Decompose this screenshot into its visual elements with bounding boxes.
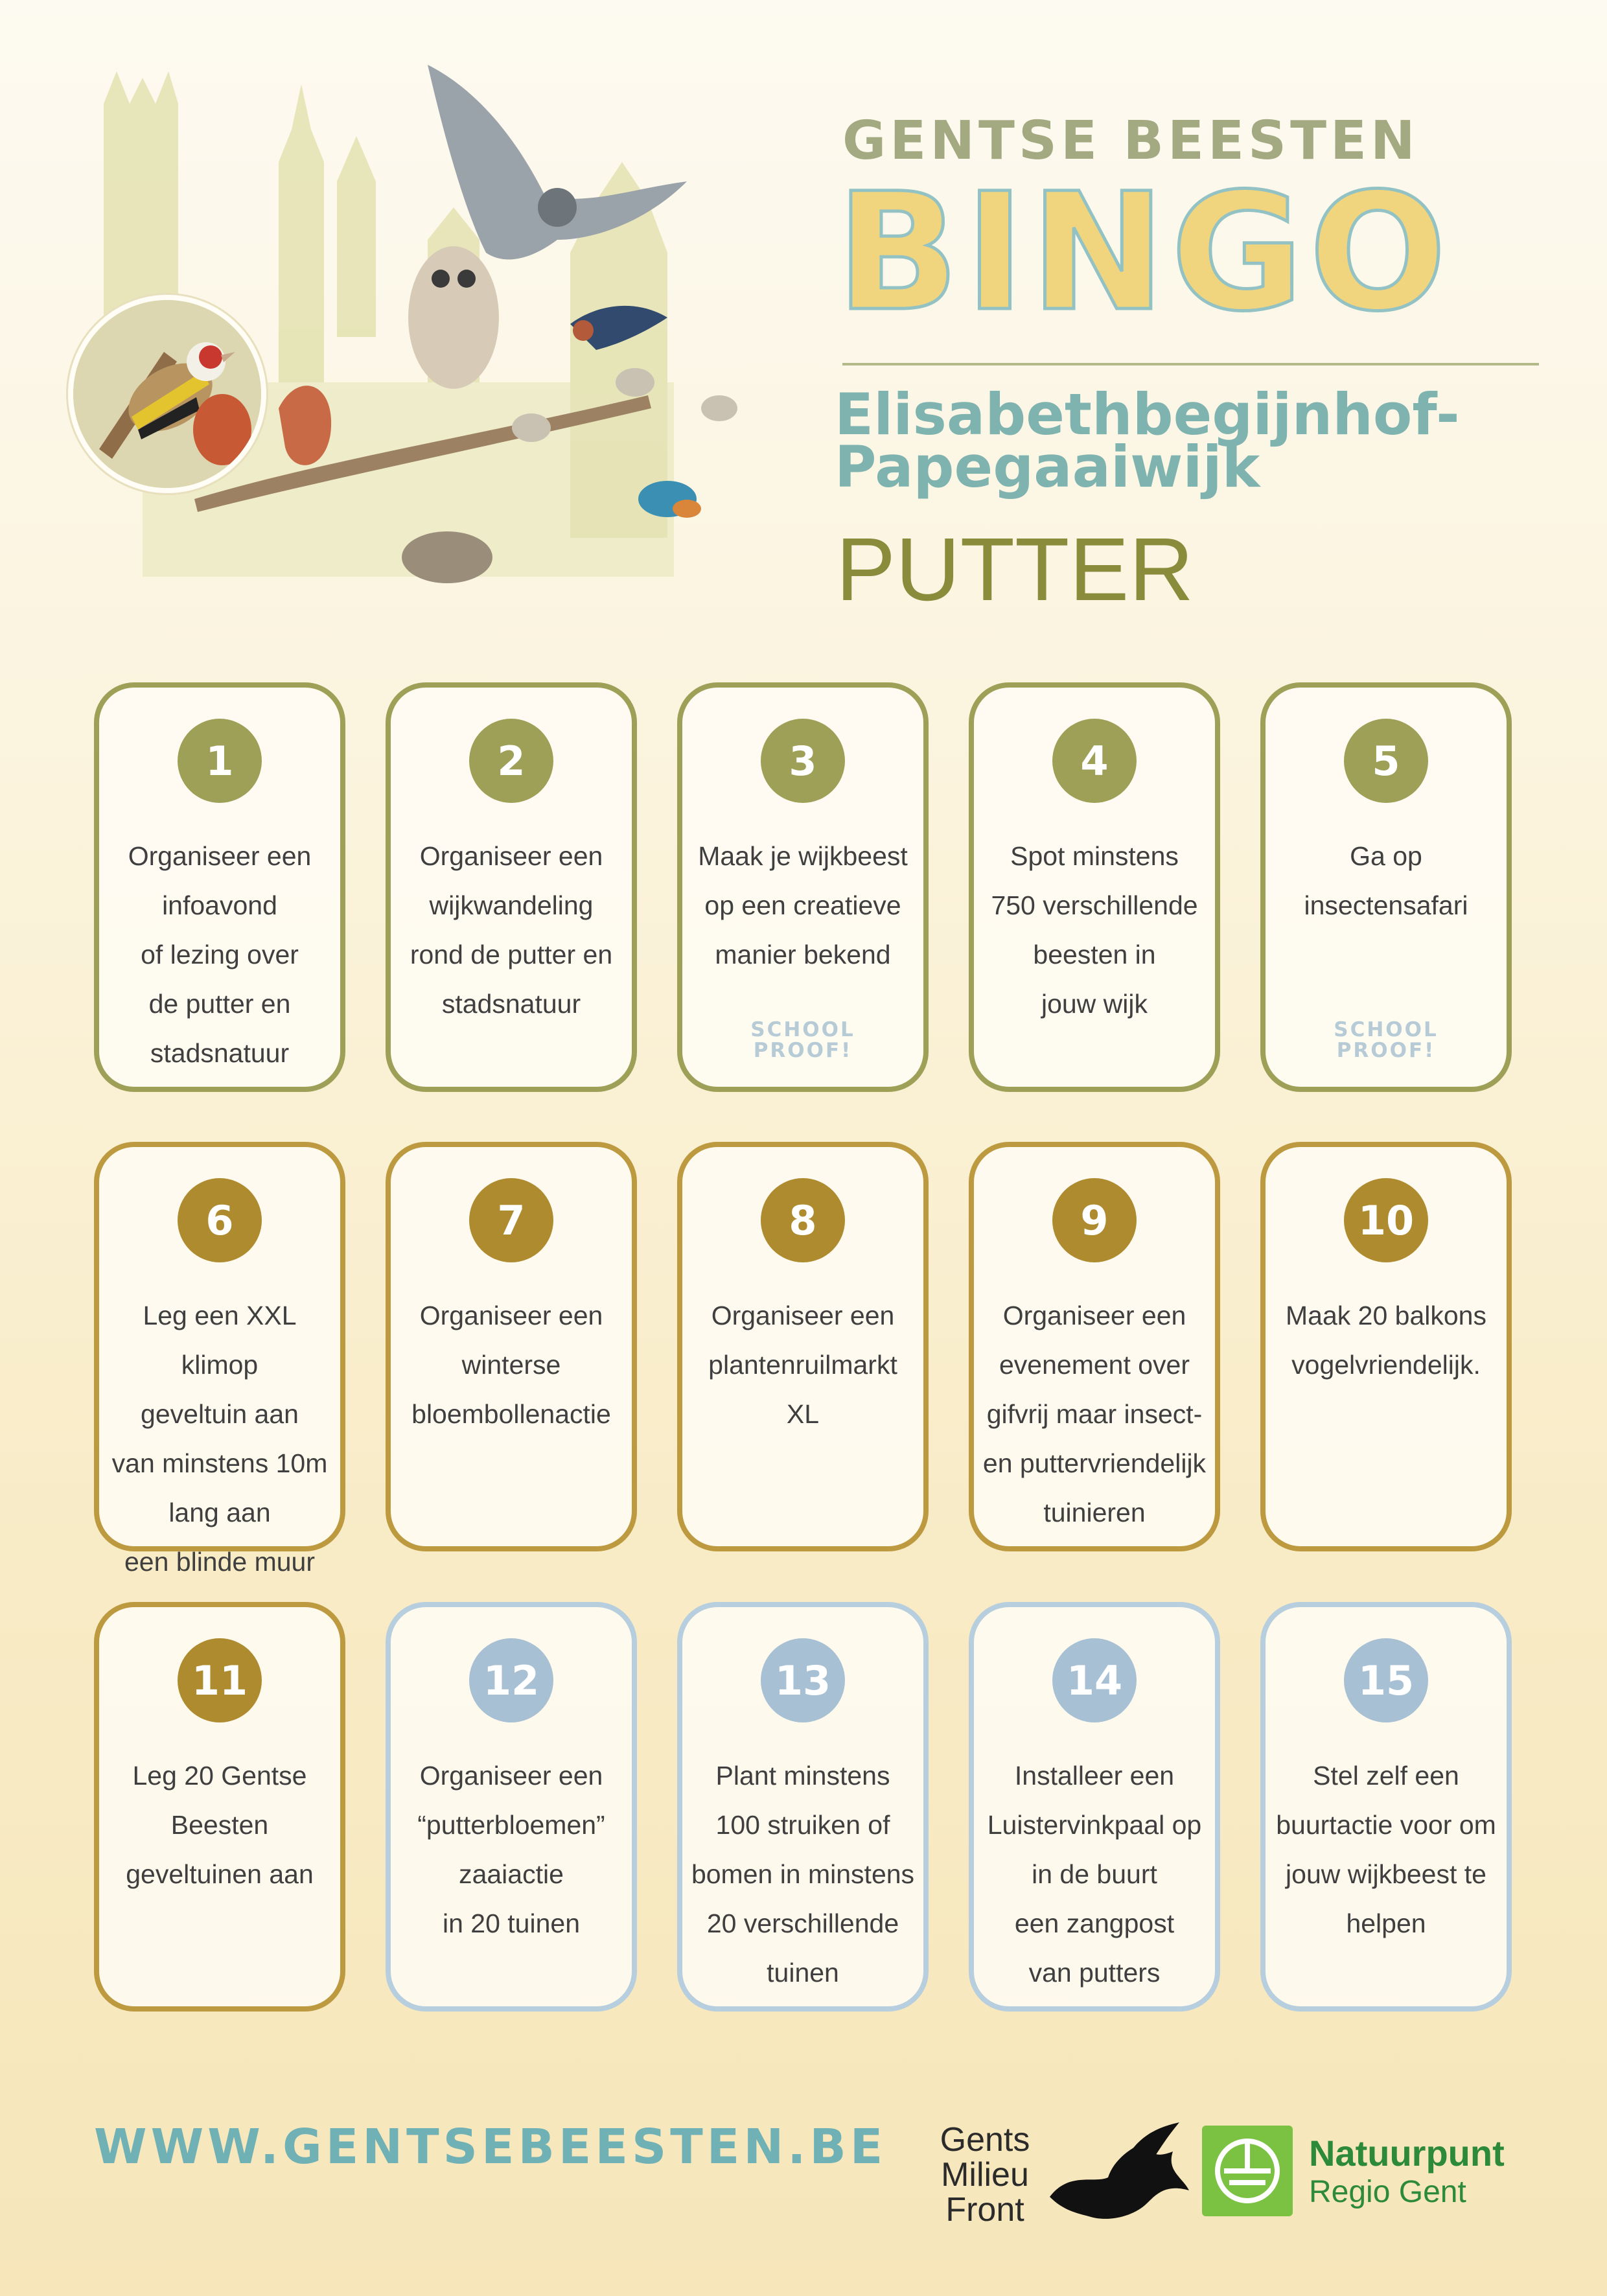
bingo-card[interactable] (969, 682, 1220, 1092)
gmf-logo-text: Gents Milieu Front (940, 2121, 1030, 2229)
card-challenge-text: Organiseer een infoavond of lezing over de putter en stadsnatuur (128, 841, 312, 1068)
card-number-badge: 3 (761, 719, 845, 803)
bingo-card[interactable] (386, 682, 637, 1092)
card-number-badge: 10 (1344, 1178, 1428, 1262)
card-number-badge: 13 (761, 1638, 845, 1722)
card-number-badge: 9 (1052, 1178, 1137, 1262)
species-name: PUTTER (836, 520, 1194, 620)
natuurpunt-region: Regio Gent (1309, 2175, 1466, 2209)
bingo-card[interactable] (677, 1142, 929, 1551)
card-challenge-text: Leg 20 Gentse Beesten geveltuinen aan (126, 1761, 314, 1889)
card-challenge-text: Stel zelf een buurtactie voor om jouw wijkbeest te helpen (1276, 1761, 1496, 1938)
bingo-card[interactable] (969, 1602, 1220, 2012)
card-number-badge: 15 (1344, 1638, 1428, 1722)
card-challenge-text: Installeer een Luistervinkpaal op in de buurt een zangpost van putters (987, 1761, 1202, 1988)
title-subtitle: GENTSE BEESTEN (842, 110, 1419, 172)
card-challenge-text: Spot minstens 750 verschillende beesten in jouw wijk (991, 841, 1198, 1019)
card-challenge-text: Maak 20 balkons vogelvriendelijk. (1286, 1301, 1486, 1380)
bingo-card[interactable] (677, 1602, 929, 2012)
bingo-card[interactable] (386, 1142, 637, 1551)
card-challenge-text: Ga op insectensafari (1304, 841, 1468, 920)
card-number-badge: 4 (1052, 719, 1137, 803)
bingo-card[interactable] (969, 1142, 1220, 1551)
hedgehog-illustration (402, 531, 492, 583)
owl-illustration (408, 246, 499, 389)
page-title: BINGO (836, 158, 1452, 347)
card-number-badge: 5 (1344, 719, 1428, 803)
school-proof-badge: SCHOOL PROOF! (750, 1018, 855, 1062)
bingo-card[interactable] (677, 682, 929, 1092)
bingo-card[interactable] (1260, 1142, 1512, 1551)
card-challenge-text: Plant minstens 100 struiken of bomen in minstens 20 verschillende tuinen (691, 1761, 915, 1988)
card-number-badge: 8 (761, 1178, 845, 1262)
goldfinch-icon (73, 300, 261, 488)
bingo-card[interactable] (94, 1602, 345, 2012)
card-challenge-text: Organiseer een winterse bloembollenactie (411, 1301, 611, 1429)
dragon-logo-icon (1043, 2119, 1192, 2229)
title-divider (842, 363, 1539, 365)
card-number-badge: 12 (469, 1638, 553, 1722)
card-challenge-text: Organiseer een “putterbloemen” zaaiactie in 20 tuinen (417, 1761, 605, 1938)
website-link[interactable]: WWW.GENTSEBEESTEN.BE (94, 2119, 887, 2175)
card-number-badge: 1 (178, 719, 262, 803)
card-challenge-text: Organiseer een wijkwandeling rond de putter en stadsnatuur (410, 841, 613, 1019)
card-number-badge: 11 (178, 1638, 262, 1722)
card-number-badge: 7 (469, 1178, 553, 1262)
bingo-card[interactable] (94, 1142, 345, 1577)
bingo-card[interactable] (386, 1602, 637, 2012)
school-proof-badge: SCHOOL PROOF! (1334, 1018, 1439, 1062)
natuurpunt-logo-icon (1202, 2126, 1293, 2216)
card-number-badge: 2 (469, 719, 553, 803)
area-name: Elisabethbegijnhof- Papegaaiwijk (835, 381, 1460, 500)
card-challenge-text: Organiseer een plantenruilmarkt XL (708, 1301, 897, 1429)
card-number-badge: 6 (178, 1178, 262, 1262)
natuurpunt-name: Natuurpunt (1309, 2133, 1505, 2174)
goldfinch-badge-image (68, 295, 266, 493)
card-challenge-text: Maak je wijkbeest op een creatieve manier bekend (698, 841, 908, 969)
bingo-card[interactable] (94, 682, 345, 1092)
bingo-card[interactable] (1260, 682, 1512, 1092)
card-number-badge: 14 (1052, 1638, 1137, 1722)
bingo-card[interactable] (1260, 1602, 1512, 2012)
kingfisher-illustration (638, 481, 701, 518)
card-challenge-text: Organiseer een evenement over gifvrij maar insect- en puttervriendelijk tuinieren (982, 1301, 1207, 1527)
card-challenge-text: Leg een XXL klimop geveltuin aan van minstens 10m lang aan een blinde muur (111, 1301, 328, 1577)
